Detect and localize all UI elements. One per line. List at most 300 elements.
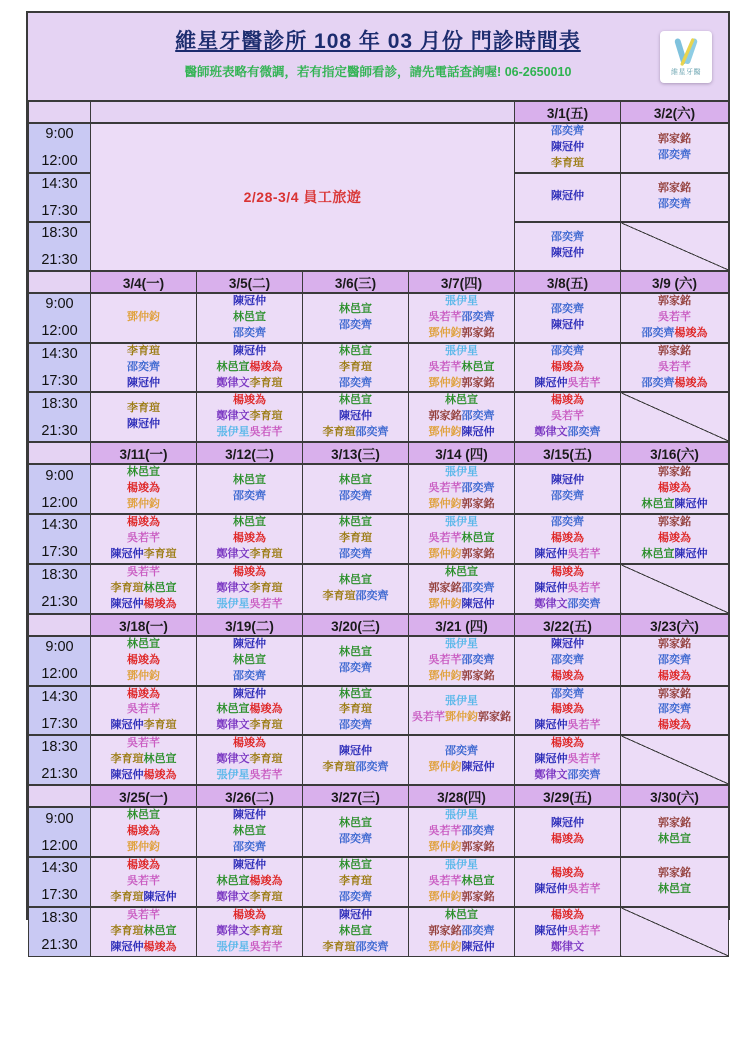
doctor-name: 李育瑄 xyxy=(249,719,283,732)
schedule-cell xyxy=(409,293,515,343)
doctor-name: 吳若芊 xyxy=(127,565,160,578)
time-end: 21:30 xyxy=(41,594,78,611)
schedule-cell-line xyxy=(303,425,408,441)
doctor-name: 李育瑄 xyxy=(322,940,356,953)
schedule-cell xyxy=(91,464,197,514)
schedule-cell-line xyxy=(515,687,620,703)
doctor-name: 郭家銘 xyxy=(461,376,495,389)
doctor-name: 吳若芊 xyxy=(551,410,584,423)
schedule-cell-line xyxy=(91,840,196,856)
doctor-name: 郭家銘 xyxy=(658,637,691,650)
doctor-name: 郭家銘 xyxy=(461,498,495,511)
schedule-cell-line xyxy=(197,874,302,890)
doctor-name: 李育瑄 xyxy=(339,532,372,544)
phone-number: 06-2650010 xyxy=(504,65,572,79)
doctor-name: 鄧仲鈞 xyxy=(445,711,478,724)
schedule-cell-line xyxy=(409,858,514,874)
time-start: 9:00 xyxy=(45,467,74,484)
doctor-name: 陳冠仲 xyxy=(339,410,372,423)
schedule-cell-line xyxy=(515,140,620,156)
doctor-name: 郭家銘 xyxy=(658,817,691,830)
doctor-name: 陳冠仲 xyxy=(551,140,584,153)
schedule-cell-line xyxy=(91,417,196,433)
doctor-name: 李育瑄 xyxy=(249,547,283,560)
time-end: 12:00 xyxy=(41,837,78,854)
schedule-cell xyxy=(515,564,621,614)
doctor-name: 邵奕齊 xyxy=(339,318,372,331)
schedule-cell xyxy=(515,735,621,785)
time-slot-times xyxy=(29,737,90,784)
schedule-cell-line xyxy=(303,344,408,360)
schedule-cell-line xyxy=(621,866,728,882)
doctor-name: 邵奕齊 xyxy=(127,360,160,373)
schedule-cell-line xyxy=(621,326,728,342)
schedule-cell-line xyxy=(515,360,620,376)
doctor-name: 林邑宣 xyxy=(143,581,177,594)
doctor-name: 邵奕齊 xyxy=(567,769,601,782)
schedule-cell-line xyxy=(303,908,408,924)
time-end: 17:30 xyxy=(41,202,78,219)
schedule-cell-line xyxy=(409,294,514,310)
doctor-name: 陳冠仲 xyxy=(127,418,160,431)
doctor-name: 陳冠仲 xyxy=(110,597,144,610)
doctor-name: 吳若芊 xyxy=(567,753,601,766)
doctor-name: 邵奕齊 xyxy=(551,302,584,315)
closed-cell xyxy=(621,907,729,956)
time-start: 9:00 xyxy=(45,126,74,143)
doctor-name: 鄭律文 xyxy=(551,940,584,953)
time-slot-times xyxy=(29,223,90,270)
schedule-cell-line xyxy=(409,908,514,924)
doctor-name: 郭家銘 xyxy=(461,890,495,903)
date-header: 3/16(六) xyxy=(621,442,729,464)
date-header: 3/29(五) xyxy=(515,785,621,807)
doctor-name: 邵奕齊 xyxy=(355,761,389,774)
doctor-name: 陳冠仲 xyxy=(339,908,372,921)
doctor-name: 楊竣為 xyxy=(551,565,584,578)
time-start: 18:30 xyxy=(41,738,78,755)
schedule-cell-line xyxy=(515,597,620,613)
schedule-cell-line xyxy=(621,481,728,497)
schedule-cell xyxy=(621,343,729,393)
doctor-name: 吳若芊 xyxy=(127,703,160,716)
doctor-name: 林邑宣 xyxy=(233,474,266,487)
time-end: 12:00 xyxy=(41,494,78,511)
schedule-cell-line xyxy=(303,874,408,890)
doctor-name: 陳冠仲 xyxy=(534,924,568,937)
schedule-cell-line xyxy=(515,489,620,505)
doctor-name: 楊竣為 xyxy=(127,825,160,838)
schedule-cell-line xyxy=(621,702,728,718)
schedule-cell xyxy=(515,392,621,442)
schedule-cell-line xyxy=(303,376,408,392)
schedule-cell xyxy=(91,735,197,785)
date-header: 3/6(三) xyxy=(303,271,409,293)
corner-cell xyxy=(29,614,91,636)
doctor-name: 吳若芊 xyxy=(127,874,160,887)
schedule-cell xyxy=(515,857,621,907)
time-end: 12:00 xyxy=(41,323,78,340)
time-slot-label xyxy=(29,907,91,956)
schedule-cell-line xyxy=(409,344,514,360)
doctor-name: 邵奕齊 xyxy=(355,940,389,953)
schedule-cell-line xyxy=(303,661,408,677)
date-header: 3/28(四) xyxy=(409,785,515,807)
doctor-name: 張伊星 xyxy=(445,466,478,479)
doctor-name: 吳若芊 xyxy=(567,719,601,732)
doctor-name: 陳冠仲 xyxy=(127,376,160,389)
time-start: 14:30 xyxy=(41,688,78,705)
time-end: 17:30 xyxy=(41,887,78,904)
doctor-name: 李育瑄 xyxy=(249,410,283,423)
time-start: 9:00 xyxy=(45,296,74,313)
schedule-cell-line xyxy=(303,940,408,956)
schedule-cell-line xyxy=(621,132,728,148)
doctor-name: 林邑宣 xyxy=(658,882,691,895)
schedule-cell-line xyxy=(409,465,514,481)
schedule-cell-line xyxy=(91,310,196,326)
schedule-cell xyxy=(197,857,303,907)
schedule-cell-line xyxy=(197,752,302,768)
schedule-cell-line xyxy=(515,718,620,734)
doctor-name: 楊竣為 xyxy=(143,940,177,953)
doctor-name: 楊竣為 xyxy=(551,737,584,750)
schedule-cell-line xyxy=(303,924,408,940)
schedule-cell xyxy=(409,636,515,686)
doctor-name: 邵奕齊 xyxy=(567,426,601,439)
time-slot-times xyxy=(29,908,90,955)
doctor-name: 鄧仲鈞 xyxy=(428,761,462,774)
schedule-cell xyxy=(303,392,409,442)
doctor-name: 邵奕齊 xyxy=(339,661,372,674)
doctor-name: 鄭律文 xyxy=(216,410,250,423)
doctor-name: 鄭律文 xyxy=(534,597,568,610)
schedule-cell-line xyxy=(515,318,620,334)
schedule-cell-line xyxy=(409,760,514,776)
doctor-name: 張伊星 xyxy=(445,294,478,307)
schedule-cell-line xyxy=(515,393,620,409)
time-end: 21:30 xyxy=(41,251,78,268)
doctor-name: 陳冠仲 xyxy=(110,719,144,732)
doctor-name: 楊竣為 xyxy=(551,532,584,544)
schedule-cell-line xyxy=(197,808,302,824)
doctor-name: 鄧仲鈞 xyxy=(428,547,462,560)
doctor-name: 鄧仲鈞 xyxy=(428,841,462,853)
schedule-cell-line xyxy=(409,376,514,392)
doctor-name: 林邑宣 xyxy=(461,360,495,373)
time-slot-times xyxy=(29,637,90,684)
doctor-name: 陳冠仲 xyxy=(534,719,568,732)
doctor-name: 邵奕齊 xyxy=(551,516,584,529)
trip-note-cell: 2/28-3/4 員工旅遊 xyxy=(91,123,515,271)
time-slot-label xyxy=(29,392,91,442)
time-slot-label xyxy=(29,686,91,736)
doctor-name: 吳若芊 xyxy=(567,882,601,895)
schedule-cell xyxy=(197,564,303,614)
schedule-row xyxy=(29,907,729,956)
corner-cell xyxy=(29,271,91,293)
doctor-name: 鄧仲鈞 xyxy=(428,426,462,439)
doctor-name: 李育瑄 xyxy=(249,753,283,766)
schedule-cell xyxy=(91,807,197,857)
doctor-name: 邵奕齊 xyxy=(461,581,495,594)
schedule-cell-line xyxy=(91,874,196,890)
doctor-name: 楊竣為 xyxy=(674,326,708,339)
schedule-cell-line xyxy=(621,816,728,832)
doctor-name: 吳若芊 xyxy=(412,711,445,724)
schedule-cell-line xyxy=(621,687,728,703)
time-start: 14:30 xyxy=(41,860,78,877)
time-start: 18:30 xyxy=(41,567,78,584)
date-header: 3/23(六) xyxy=(621,614,729,636)
time-slot-times xyxy=(29,515,90,562)
doctor-name: 林邑宣 xyxy=(339,924,372,937)
empty-header-cell xyxy=(91,101,515,123)
schedule-cell xyxy=(91,857,197,907)
schedule-cell-line xyxy=(409,310,514,326)
schedule-cell-line xyxy=(91,924,196,940)
doctor-name: 邵奕齊 xyxy=(658,653,691,666)
doctor-name: 楊竣為 xyxy=(551,703,584,716)
doctor-name: 陳冠仲 xyxy=(233,858,266,871)
schedule-cell-line xyxy=(621,310,728,326)
doctor-name: 陳冠仲 xyxy=(551,247,584,260)
doctor-name: 邵奕齊 xyxy=(339,547,372,560)
doctor-name: 張伊星 xyxy=(445,695,478,708)
schedule-cell-line xyxy=(303,515,408,531)
doctor-name: 吳若芊 xyxy=(428,482,462,495)
schedule-cell-line xyxy=(409,565,514,581)
schedule-cell xyxy=(409,564,515,614)
doctor-name: 吳若芊 xyxy=(658,360,691,373)
schedule-cell-line xyxy=(303,409,408,425)
schedule-cell-line xyxy=(515,832,620,848)
schedule-cell-line xyxy=(303,832,408,848)
doctor-name: 鄭律文 xyxy=(216,719,250,732)
schedule-cell-line xyxy=(303,760,408,776)
schedule-cell-line xyxy=(409,326,514,342)
schedule-cell-line xyxy=(197,565,302,581)
schedule-cell-line xyxy=(303,573,408,589)
schedule-cell-line xyxy=(197,824,302,840)
date-header: 3/5(二) xyxy=(197,271,303,293)
schedule-cell-line xyxy=(91,515,196,531)
doctor-name: 楊竣為 xyxy=(127,482,160,495)
schedule-cell-line xyxy=(303,473,408,489)
schedule-cell xyxy=(303,464,409,514)
schedule-cell xyxy=(303,686,409,736)
date-header: 3/27(三) xyxy=(303,785,409,807)
schedule-cell-line xyxy=(303,744,408,760)
doctor-name: 陳冠仲 xyxy=(233,637,266,650)
doctor-name: 林邑宣 xyxy=(216,360,250,373)
schedule-cell xyxy=(409,464,515,514)
schedule-cell-line xyxy=(197,360,302,376)
doctor-name: 陳冠仲 xyxy=(110,547,144,560)
doctor-name: 陳冠仲 xyxy=(551,318,584,331)
schedule-cell-line xyxy=(621,344,728,360)
schedule-cell-line xyxy=(91,669,196,685)
schedule-cell-line xyxy=(91,481,196,497)
doctor-name: 楊竣為 xyxy=(674,376,708,389)
doctor-name: 邵奕齊 xyxy=(339,833,372,846)
schedule-cell-line xyxy=(197,702,302,718)
date-header: 3/7(四) xyxy=(409,271,515,293)
doctor-name: 張伊星 xyxy=(216,426,250,439)
schedule-cell-line xyxy=(621,197,728,213)
schedule-cell-line xyxy=(303,687,408,703)
schedule-cell-line xyxy=(515,908,620,924)
doctor-name: 邵奕齊 xyxy=(551,125,584,137)
doctor-name: 邵奕齊 xyxy=(641,326,675,339)
doctor-name: 張伊星 xyxy=(216,940,250,953)
schedule-cell-line xyxy=(303,531,408,547)
doctor-name: 吳若芊 xyxy=(428,532,462,544)
schedule-cell-line xyxy=(621,718,728,734)
doctor-name: 林邑宣 xyxy=(127,809,160,822)
doctor-name: 李育瑄 xyxy=(249,581,283,594)
schedule-cell xyxy=(303,735,409,785)
doctor-name: 鄧仲鈞 xyxy=(127,841,160,853)
doctor-name: 郭家銘 xyxy=(428,924,462,937)
schedule-cell-line xyxy=(91,890,196,906)
schedule-cell xyxy=(515,222,621,271)
doctor-name: 張伊星 xyxy=(216,769,250,782)
corner-cell xyxy=(29,442,91,464)
schedule-cell xyxy=(91,343,197,393)
time-slot-times xyxy=(29,565,90,612)
time-start: 9:00 xyxy=(45,810,74,827)
schedule-cell-line xyxy=(621,148,728,164)
doctor-name: 陳冠仲 xyxy=(551,474,584,487)
schedule-cell-line xyxy=(409,840,514,856)
doctor-name: 楊竣為 xyxy=(551,908,584,921)
schedule-cell xyxy=(91,686,197,736)
doctor-name: 邵奕齊 xyxy=(339,890,372,903)
doctor-name: 郭家銘 xyxy=(461,547,495,560)
schedule-cell-line xyxy=(621,547,728,563)
schedule-cell-line xyxy=(515,473,620,489)
schedule-cell-line xyxy=(409,710,514,726)
doctor-name: 李育瑄 xyxy=(110,753,144,766)
schedule-cell xyxy=(409,735,515,785)
schedule-cell xyxy=(197,686,303,736)
schedule-cell-line xyxy=(91,653,196,669)
closed-cell xyxy=(621,222,729,271)
doctor-name: 李育瑄 xyxy=(322,589,356,602)
doctor-name: 李育瑄 xyxy=(143,719,177,732)
doctor-name: 林邑宣 xyxy=(143,753,177,766)
doctor-name: 林邑宣 xyxy=(445,394,478,407)
doctor-name: 郭家銘 xyxy=(658,516,691,529)
doctor-name: 楊竣為 xyxy=(127,516,160,529)
doctor-name: 郭家銘 xyxy=(658,294,691,307)
schedule-cell-line xyxy=(515,565,620,581)
doctor-name: 郭家銘 xyxy=(658,132,691,145)
doctor-name: 楊竣為 xyxy=(551,833,584,846)
schedule-cell xyxy=(621,857,729,907)
clinic-logo-text: 維星牙醫 xyxy=(671,68,701,76)
schedule-cell-line xyxy=(409,547,514,563)
time-end: 17:30 xyxy=(41,715,78,732)
doctor-name: 林邑宣 xyxy=(233,825,266,838)
date-header: 3/22(五) xyxy=(515,614,621,636)
schedule-cell xyxy=(303,907,409,956)
doctor-name: 邵奕齊 xyxy=(551,231,584,244)
time-slot-times xyxy=(29,124,90,171)
schedule-cell-line xyxy=(409,515,514,531)
date-header: 3/14 (四) xyxy=(409,442,515,464)
doctor-name: 吳若芊 xyxy=(428,360,462,373)
schedule-cell-line xyxy=(91,718,196,734)
schedule-row xyxy=(29,636,729,686)
doctor-name: 陳冠仲 xyxy=(534,753,568,766)
time-slot-times xyxy=(29,344,90,391)
doctor-name: 林邑宣 xyxy=(339,645,372,658)
doctor-name: 林邑宣 xyxy=(339,817,372,830)
doctor-name: 鄧仲鈞 xyxy=(428,940,462,953)
week-date-row xyxy=(29,101,729,123)
schedule-cell-line xyxy=(515,425,620,441)
doctor-name: 邵奕齊 xyxy=(461,410,495,423)
schedule-cell-line xyxy=(91,824,196,840)
schedule-cell xyxy=(91,293,197,343)
schedule-cell-line xyxy=(409,669,514,685)
schedule-cell-line xyxy=(621,637,728,653)
doctor-name: 邵奕齊 xyxy=(233,490,266,503)
schedule-cell-line xyxy=(409,409,514,425)
schedule-cell-line xyxy=(515,736,620,752)
schedule-cell-line xyxy=(303,718,408,734)
doctor-name: 邵奕齊 xyxy=(233,669,266,682)
doctor-name: 張伊星 xyxy=(445,344,478,357)
doctor-name: 楊竣為 xyxy=(127,858,160,871)
doctor-name: 鄧仲鈞 xyxy=(127,310,160,323)
schedule-cell-line xyxy=(515,230,620,246)
schedule-cell xyxy=(197,735,303,785)
page-title: 維星牙醫診所 108 年 03 月份 門診時間表 xyxy=(175,30,581,53)
doctor-name: 邵奕齊 xyxy=(233,326,266,339)
schedule-cell-line xyxy=(621,294,728,310)
clinic-logo xyxy=(660,31,712,83)
doctor-name: 李育瑄 xyxy=(322,761,356,774)
schedule-cell-line xyxy=(621,465,728,481)
schedule-cell-line xyxy=(515,816,620,832)
schedule-cell-line xyxy=(197,473,302,489)
doctor-name: 楊竣為 xyxy=(551,866,584,879)
doctor-name: 李育瑄 xyxy=(339,874,372,887)
closed-cell xyxy=(621,564,729,614)
schedule-cell-line xyxy=(621,531,728,547)
schedule-cell xyxy=(515,123,621,173)
doctor-name: 鄭律文 xyxy=(216,924,250,937)
schedule-cell-line xyxy=(515,547,620,563)
doctor-name: 楊竣為 xyxy=(658,482,691,495)
schedule-cell xyxy=(515,343,621,393)
doctor-name: 邵奕齊 xyxy=(658,703,691,716)
doctor-name: 楊竣為 xyxy=(127,687,160,700)
week-date-row xyxy=(29,614,729,636)
schedule-cell-line xyxy=(197,858,302,874)
schedule-cell xyxy=(409,857,515,907)
doctor-name: 郭家銘 xyxy=(658,344,691,357)
doctor-name: 吳若芊 xyxy=(127,908,160,921)
schedule-cell-line xyxy=(409,940,514,956)
doctor-name: 楊竣為 xyxy=(143,597,177,610)
schedule-cell-line xyxy=(197,637,302,653)
schedule-cell-line xyxy=(621,497,728,513)
doctor-name: 鄭律文 xyxy=(534,426,568,439)
